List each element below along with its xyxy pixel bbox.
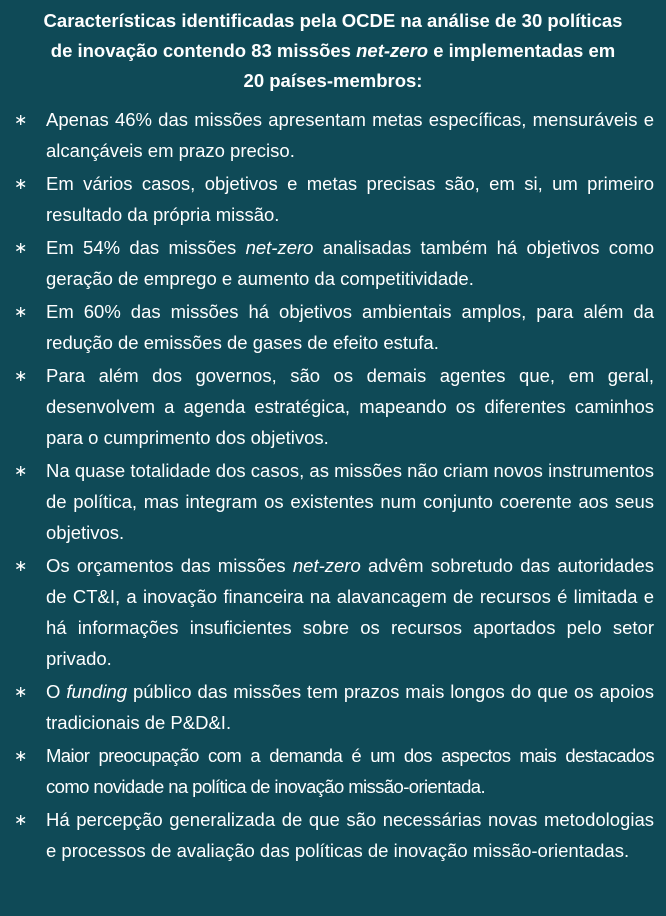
asterisk-bullet-icon: ∗ xyxy=(14,746,27,765)
asterisk-bullet-icon: ∗ xyxy=(14,810,28,829)
item-text: Maior preocupação com a demanda é um dos aspectos mais destacados como novidade na política de inovação missão-orientada. xyxy=(46,745,654,797)
item-text-pre: Em 54% das missões xyxy=(46,237,246,258)
item-text: Há percepção generalizada de que são necessárias novas metodologias e processos de avaliação das políticas de inovação missão-orientadas. xyxy=(46,809,654,861)
item-text: Em vários casos, objetivos e metas precisas são, em si, um primeiro resultado da própria missão. xyxy=(46,173,654,225)
title-part-1: Características identificadas pela OCDE na análise de 30 políticas de inovação contendo 83 missões xyxy=(43,10,623,61)
list-item-10 xyxy=(12,804,654,866)
panel-title xyxy=(12,6,654,96)
list-item-5 xyxy=(12,360,654,453)
asterisk-bullet-icon: ∗ xyxy=(14,302,28,321)
list-item-1 xyxy=(12,104,654,166)
item-text: Para além dos governos, são os demais agentes que, em geral, desenvolvem a agenda estratégica, mapeando os diferentes caminhos para o cumprimento dos objetivos. xyxy=(46,365,654,448)
characteristics-list xyxy=(12,104,654,866)
asterisk-bullet-icon: ∗ xyxy=(14,461,28,480)
asterisk-bullet-icon: ∗ xyxy=(14,174,28,193)
item-text-post: analisadas também há objetivos como geração de emprego e aumento da competitividade. xyxy=(46,237,655,289)
item-text-post: público das missões tem prazos mais longos do que os apoios tradicionais de P&D&I. xyxy=(46,681,655,733)
list-item-7 xyxy=(12,550,654,674)
asterisk-bullet-icon: ∗ xyxy=(14,556,28,575)
list-item-3 xyxy=(12,232,654,294)
title-part-2: e implementadas em 20 países-membros: xyxy=(243,40,616,91)
asterisk-bullet-icon: ∗ xyxy=(14,366,28,385)
list-item-8 xyxy=(12,676,654,738)
asterisk-bullet-icon: ∗ xyxy=(14,238,28,257)
item-text: Na quase totalidade dos casos, as missões não criam novos instrumentos de política, mas integram os existentes num conjunto coerente aos seus objetivos. xyxy=(46,460,654,543)
item-text: Apenas 46% das missões apresentam metas específicas, mensuráveis e alcançáveis em prazo preciso. xyxy=(46,109,654,161)
item-text-pre: O xyxy=(46,681,67,702)
item-text-emphasis: net-zero xyxy=(245,237,314,258)
item-text-emphasis: funding xyxy=(66,681,128,702)
list-item-9 xyxy=(12,740,654,802)
item-text-post: advêm sobretudo das autoridades de CT&I, a inovação financeira na alavancagem de recursos é limitada e há informações insuficientes sobre os recursos aportados pelo setor privado. xyxy=(46,555,654,669)
item-text-emphasis: net-zero xyxy=(292,555,361,576)
title-emphasis: net-zero xyxy=(356,40,429,61)
asterisk-bullet-icon: ∗ xyxy=(14,682,28,701)
asterisk-bullet-icon: ∗ xyxy=(14,110,28,129)
list-item-6 xyxy=(12,455,654,548)
item-text-pre: Os orçamentos das missões xyxy=(46,555,293,576)
list-item-4 xyxy=(12,296,654,358)
list-item-2 xyxy=(12,168,654,230)
item-text: Em 60% das missões há objetivos ambientais amplos, para além da redução de emissões de gases de efeito estufa. xyxy=(46,301,654,353)
